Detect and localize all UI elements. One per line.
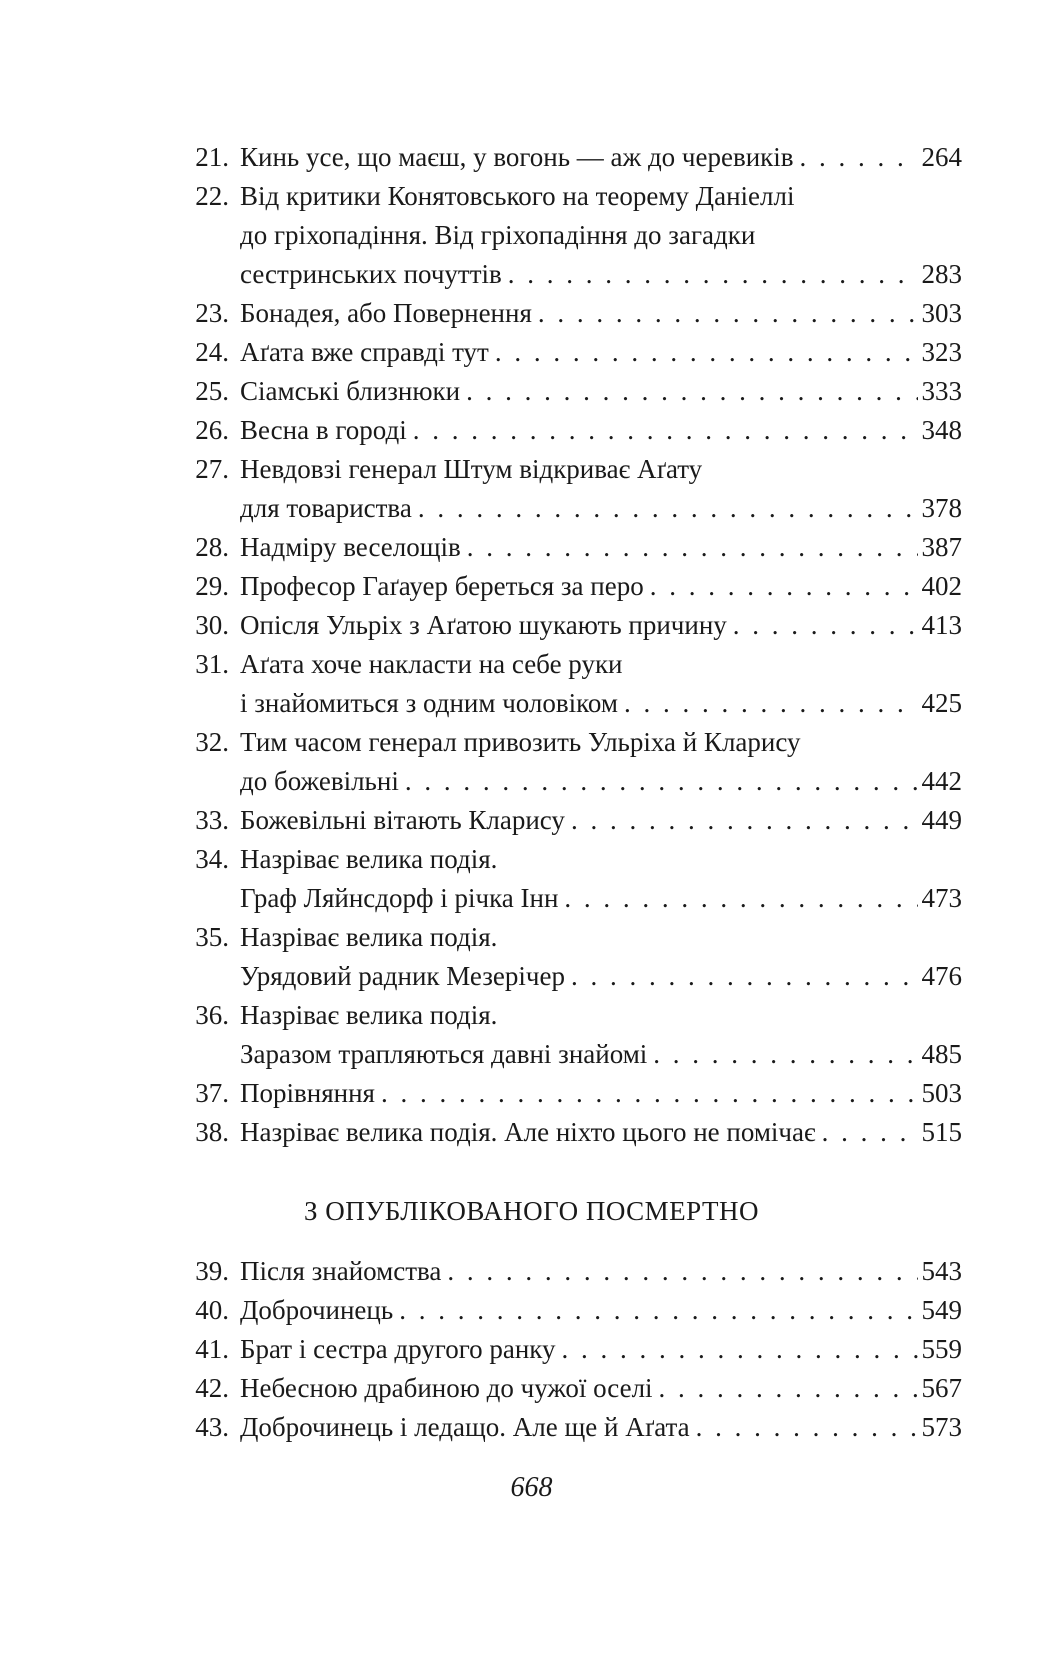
chapter-page: 387 xyxy=(921,532,962,562)
chapter-number: 26. xyxy=(195,415,229,445)
dot-leader xyxy=(413,411,918,450)
dot-leader xyxy=(653,1035,917,1074)
chapter-title: Аґата вже справді тут xyxy=(240,337,489,367)
dot-leader xyxy=(447,1252,917,1291)
toc-entry xyxy=(181,1291,962,1330)
toc-entry xyxy=(181,1408,962,1447)
dot-leader xyxy=(822,1113,918,1152)
chapter-page: 503 xyxy=(921,1078,962,1108)
toc-entry xyxy=(181,177,962,294)
toc-entry xyxy=(181,1113,962,1152)
chapter-page: 333 xyxy=(921,376,962,406)
toc-entry xyxy=(181,294,962,333)
table-of-contents xyxy=(181,138,962,1152)
chapter-number: 36. xyxy=(195,1000,229,1030)
chapter-title: Доброчинець і ледащо. Але ще й Аґата xyxy=(240,1412,690,1442)
chapter-page: 413 xyxy=(921,610,962,640)
dot-leader xyxy=(495,333,918,372)
chapter-page: 378 xyxy=(921,493,962,523)
chapter-title: Весна в городі xyxy=(240,415,407,445)
table-of-contents-posthumous xyxy=(181,1252,962,1447)
chapter-number: 43. xyxy=(195,1412,229,1442)
chapter-title: Заразом трапляються давні знайомі xyxy=(240,1039,648,1069)
chapter-title: Опісля Ульріх з Аґатою шукають причину xyxy=(240,610,727,640)
chapter-title: Брат і сестра другого ранку xyxy=(240,1334,556,1364)
chapter-page: 323 xyxy=(921,337,962,367)
dot-leader xyxy=(399,1291,917,1330)
dot-leader xyxy=(571,957,918,996)
dot-leader xyxy=(733,606,918,645)
chapter-title: і знайомиться з одним чоловіком xyxy=(240,688,618,718)
chapter-title: Невдовзі генерал Штум відкриває Аґату xyxy=(240,454,703,484)
dot-leader xyxy=(659,1369,918,1408)
toc-entry xyxy=(181,1330,962,1369)
chapter-page: 442 xyxy=(921,766,962,796)
chapter-number: 33. xyxy=(195,805,229,835)
chapter-page: 449 xyxy=(921,805,962,835)
chapter-page: 485 xyxy=(921,1039,962,1069)
dot-leader xyxy=(564,879,917,918)
chapter-number: 35. xyxy=(195,922,229,952)
chapter-page: 543 xyxy=(921,1256,962,1286)
toc-entry xyxy=(181,1369,962,1408)
toc-entry xyxy=(181,1074,962,1113)
chapter-page: 348 xyxy=(921,415,962,445)
chapter-title: Назріває велика подія. xyxy=(240,844,498,874)
chapter-page: 473 xyxy=(921,883,962,913)
chapter-number: 29. xyxy=(195,571,229,601)
chapter-number: 25. xyxy=(195,376,229,406)
chapter-number: 38. xyxy=(195,1117,229,1147)
toc-entry xyxy=(181,333,962,372)
dot-leader xyxy=(381,1074,918,1113)
chapter-title: Від критики Конятовського на теорему Даніеллі xyxy=(240,181,795,211)
toc-entry xyxy=(181,1252,962,1291)
chapter-number: 31. xyxy=(195,649,229,679)
chapter-title: Назріває велика подія. Але ніхто цього не помічає xyxy=(240,1117,816,1147)
chapter-title: Тим часом генерал привозить Ульріха й Кларису xyxy=(240,727,801,757)
section-heading: З ОПУБЛІКОВАНОГО ПОСМЕРТНО xyxy=(303,1196,760,1226)
chapter-page: 425 xyxy=(921,688,962,718)
toc-entry xyxy=(181,411,962,450)
dot-leader xyxy=(800,138,918,177)
toc-entry xyxy=(181,996,962,1074)
dot-leader xyxy=(571,801,918,840)
chapter-title: Надміру веселощів xyxy=(240,532,461,562)
chapter-title: Граф Ляйнсдорф і річка Інн xyxy=(240,883,559,913)
toc-entry xyxy=(181,606,962,645)
chapter-title: до божевільні xyxy=(240,766,399,796)
chapter-number: 23. xyxy=(195,298,229,328)
chapter-number: 24. xyxy=(195,337,229,367)
toc-entry xyxy=(181,138,962,177)
chapter-page: 549 xyxy=(921,1295,962,1325)
chapter-page: 402 xyxy=(921,571,962,601)
chapter-number: 28. xyxy=(195,532,229,562)
chapter-page: 476 xyxy=(921,961,962,991)
dot-leader xyxy=(624,684,918,723)
dot-leader xyxy=(508,255,918,294)
chapter-title: Небесною драбиною до чужої оселі xyxy=(240,1373,653,1403)
chapter-title: Порівняння xyxy=(240,1078,375,1108)
chapter-title: для товариства xyxy=(240,493,412,523)
toc-entry xyxy=(181,918,962,996)
chapter-number: 27. xyxy=(195,454,229,484)
toc-entry xyxy=(181,645,962,723)
chapter-page: 303 xyxy=(921,298,962,328)
chapter-title: Бонадея, або Повернення xyxy=(240,298,532,328)
chapter-number: 40. xyxy=(195,1295,229,1325)
chapter-page: 567 xyxy=(921,1373,962,1403)
toc-entry xyxy=(181,450,962,528)
chapter-number: 42. xyxy=(195,1373,229,1403)
chapter-number: 22. xyxy=(195,181,229,211)
chapter-number: 21. xyxy=(195,142,229,172)
chapter-title: до гріхопадіння. Від гріхопадіння до загадки xyxy=(240,220,756,250)
chapter-number: 41. xyxy=(195,1334,229,1364)
dot-leader xyxy=(562,1330,918,1369)
dot-leader xyxy=(466,372,917,411)
dot-leader xyxy=(418,489,918,528)
chapter-title: Аґата хоче накласти на себе руки xyxy=(240,649,623,679)
toc-entry xyxy=(181,528,962,567)
toc-entry xyxy=(181,723,962,801)
page-number: 668 xyxy=(510,1472,553,1503)
chapter-page: 264 xyxy=(921,142,962,172)
toc-entry xyxy=(181,567,962,606)
chapter-title: Назріває велика подія. xyxy=(240,922,498,952)
toc-entry xyxy=(181,840,962,918)
chapter-title: Після знайомства xyxy=(240,1256,442,1286)
dot-leader xyxy=(696,1408,918,1447)
chapter-number: 32. xyxy=(195,727,229,757)
chapter-title: Професор Гаґауер береться за перо xyxy=(240,571,644,601)
chapter-title: сестринських почуттів xyxy=(240,259,502,289)
chapter-title: Божевільні вітають Кларису xyxy=(240,805,565,835)
chapter-title: Кинь усе, що маєш, у вогонь — аж до черевиків xyxy=(240,142,794,172)
dot-leader xyxy=(405,762,918,801)
chapter-page: 283 xyxy=(921,259,962,289)
chapter-number: 34. xyxy=(195,844,229,874)
chapter-number: 37. xyxy=(195,1078,229,1108)
dot-leader xyxy=(467,528,918,567)
chapter-title: Урядовий радник Мезерічер xyxy=(240,961,565,991)
chapter-page: 573 xyxy=(921,1412,962,1442)
toc-entry xyxy=(181,372,962,411)
dot-leader xyxy=(650,567,918,606)
toc-entry xyxy=(181,801,962,840)
chapter-title: Доброчинець xyxy=(240,1295,394,1325)
chapter-page: 559 xyxy=(921,1334,962,1364)
dot-leader xyxy=(538,294,918,333)
chapter-number: 39. xyxy=(195,1256,229,1286)
chapter-title: Назріває велика подія. xyxy=(240,1000,498,1030)
chapter-number: 30. xyxy=(195,610,229,640)
chapter-title: Сіамські близнюки xyxy=(240,376,461,406)
chapter-page: 515 xyxy=(921,1117,962,1147)
